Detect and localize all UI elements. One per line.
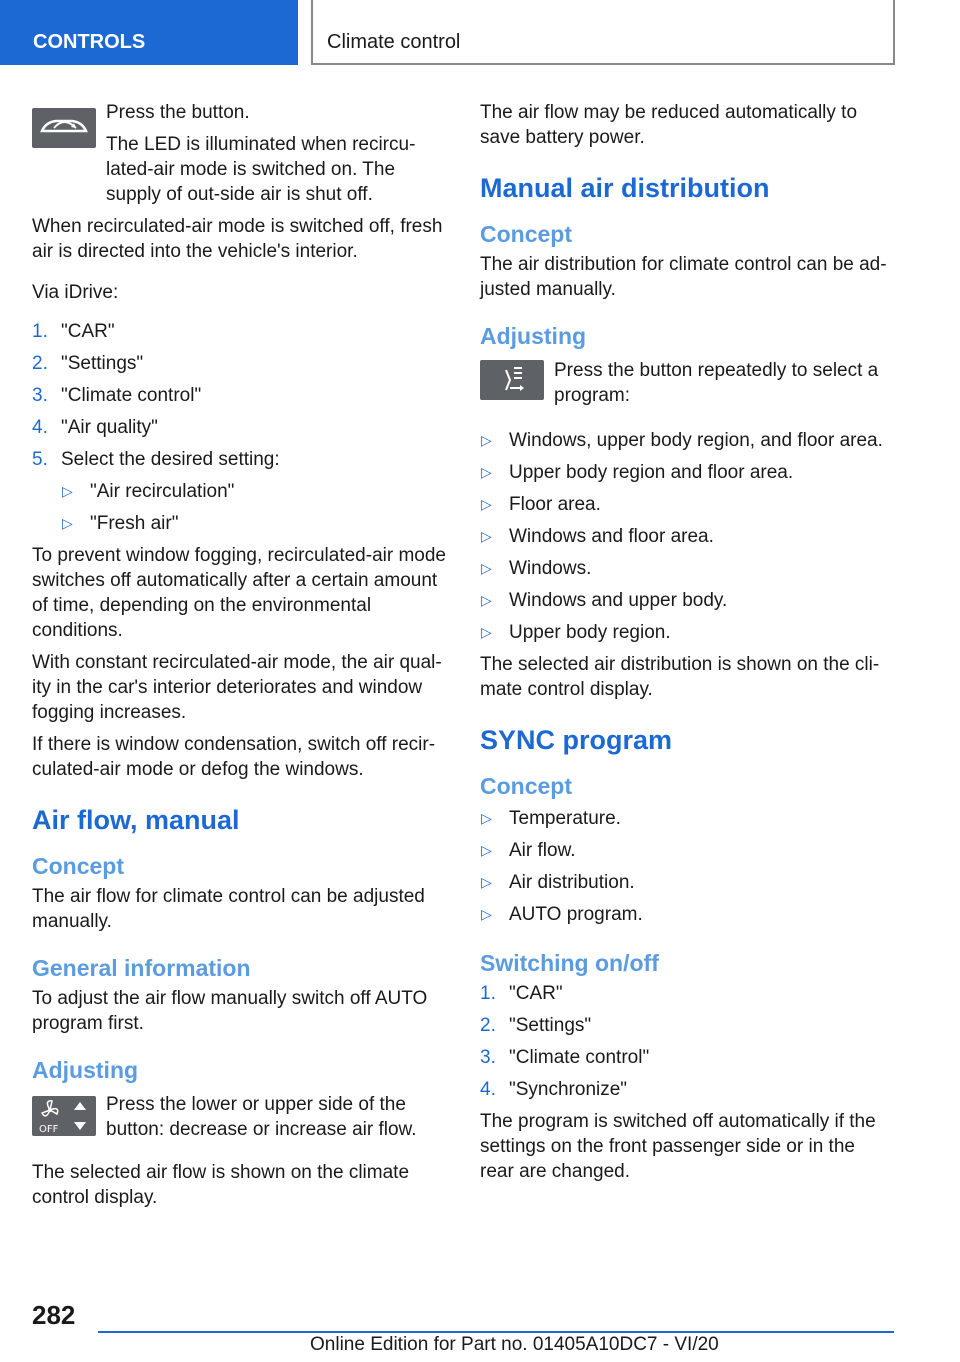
distribution-button-row	[480, 358, 890, 422]
chapter-title: Climate control	[327, 31, 461, 53]
section-tab	[0, 0, 298, 65]
list-item: ▷ Windows and upper body.	[481, 590, 728, 611]
fan-adjust-text: Press the lower or upper side of the button: decrease or increase air flow.	[106, 1094, 417, 1140]
fogging-text: To prevent window fogging, recirculated-air mode switches off automatically after a certain amount of time, depending on the environmental conditions.	[32, 545, 446, 641]
battery-text: The air flow may be reduced automatically to save battery power.	[480, 102, 858, 148]
led-text: The LED is illuminated when recircu-lated-air mode is switched on. The supply of out-side air is shut off.	[106, 134, 416, 205]
list-item: ▷ Temperature.	[481, 808, 621, 829]
condensation-text: If there is window condensation, switch off recir-culated-air mode or defog the windows.	[32, 734, 436, 780]
chapter-tab	[311, 0, 895, 65]
heading-concept: Concept	[480, 773, 572, 799]
heading-concept: Concept	[32, 853, 124, 879]
recirc-off-text: When recirculated-air mode is switched off, fresh air is directed into the vehicle's interior.	[32, 216, 443, 262]
left-column	[32, 100, 446, 1217]
list-item: ▷ Upper body region and floor area.	[481, 462, 794, 483]
distribution-programs	[480, 428, 890, 645]
triangle-bullet-icon: ▷	[481, 592, 492, 608]
triangle-bullet-icon: ▷	[481, 432, 492, 448]
page-number: 282	[32, 1300, 76, 1330]
list-item: 3. "Climate control"	[32, 385, 202, 406]
list-item: 2. "Settings"	[480, 1015, 592, 1036]
setting-options	[32, 479, 446, 536]
triangle-bullet-icon: ▷	[481, 464, 492, 480]
right-column	[480, 100, 890, 1191]
sync-off-text: The program is switched off automatically if the settings on the front passenger side or in the rear are changed.	[480, 1111, 876, 1182]
recirculation-button-icon	[32, 108, 96, 148]
triangle-bullet-icon: ▷	[481, 624, 492, 640]
heading-concept: Concept	[480, 221, 572, 247]
general-text: To adjust the air flow manually switch off AUTO program first.	[32, 988, 428, 1034]
heading-manual-air-distribution: Manual air distribution	[480, 173, 770, 203]
air-distribution-button-icon	[480, 360, 544, 400]
heading-adjusting: Adjusting	[480, 323, 587, 349]
list-item: 4. "Synchronize"	[480, 1079, 628, 1100]
list-item: ▷ "Fresh air"	[62, 513, 179, 534]
list-item: 2. "Settings"	[32, 353, 144, 374]
triangle-bullet-icon: ▷	[62, 483, 73, 499]
triangle-bullet-icon: ▷	[481, 496, 492, 512]
list-item: ▷ Floor area.	[481, 494, 601, 515]
heading-adjusting: Adjusting	[32, 1057, 139, 1083]
recirculation-row	[32, 100, 446, 207]
triangle-bullet-icon: ▷	[481, 560, 492, 576]
triangle-bullet-icon: ▷	[62, 515, 73, 531]
list-item: 3. "Climate control"	[480, 1047, 650, 1068]
section-title: CONTROLS	[33, 31, 146, 53]
idrive-steps	[32, 319, 446, 472]
triangle-bullet-icon: ▷	[481, 528, 492, 544]
fan-button-row	[32, 1092, 446, 1152]
triangle-bullet-icon: ▷	[481, 906, 492, 922]
via-idrive-text: Via iDrive:	[32, 282, 119, 303]
list-item: ▷ "Air recirculation"	[62, 481, 235, 502]
heading-general-information: General information	[32, 955, 251, 981]
list-item: ▷ Windows, upper body region, and floor area.	[481, 430, 883, 451]
airflow-display-text: The selected air flow is shown on the climate control display.	[32, 1162, 410, 1208]
list-item: ▷ Air distribution.	[481, 872, 635, 893]
list-item: ▷ AUTO program.	[481, 904, 643, 925]
sync-items	[480, 806, 890, 927]
list-item: 1. "CAR"	[32, 321, 115, 342]
heading-switching-on-off: Switching on/off	[480, 950, 659, 976]
distribution-display-text: The selected air distribution is shown on the cli-mate control display.	[480, 654, 880, 700]
triangle-bullet-icon: ▷	[481, 842, 492, 858]
constant-recirc-text: With constant recirculated-air mode, the air qual-ity in the car's interior deteriorates and window fogging increases.	[32, 652, 442, 723]
heading-air-flow-manual: Air flow, manual	[32, 805, 240, 835]
list-item: 5. Select the desired setting:	[32, 449, 280, 470]
fan-button-icon	[32, 1096, 96, 1136]
dist-concept-text: The air distribution for climate control can be ad-justed manually.	[480, 254, 887, 300]
fan-off-label: OFF	[39, 1124, 59, 1135]
list-item: 1. "CAR"	[480, 983, 563, 1004]
list-item: ▷ Windows.	[481, 558, 592, 579]
concept-text: The air flow for climate control can be adjusted manually.	[32, 886, 425, 932]
edition-text: Online Edition for Part no. 01405A10DC7 - VI/20	[310, 1334, 719, 1355]
distribution-adjust-text: Press the button repeatedly to select a program:	[554, 360, 879, 406]
list-item: ▷ Air flow.	[481, 840, 576, 861]
list-item: ▷ Windows and floor area.	[481, 526, 714, 547]
triangle-bullet-icon: ▷	[481, 810, 492, 826]
press-button-text: Press the button.	[106, 102, 250, 123]
list-item: 4. "Air quality"	[32, 417, 158, 438]
heading-sync-program: SYNC program	[480, 725, 673, 755]
footer-divider	[98, 1331, 894, 1333]
sync-steps	[480, 981, 890, 1102]
triangle-bullet-icon: ▷	[481, 874, 492, 890]
list-item: ▷ Upper body region.	[481, 622, 671, 643]
